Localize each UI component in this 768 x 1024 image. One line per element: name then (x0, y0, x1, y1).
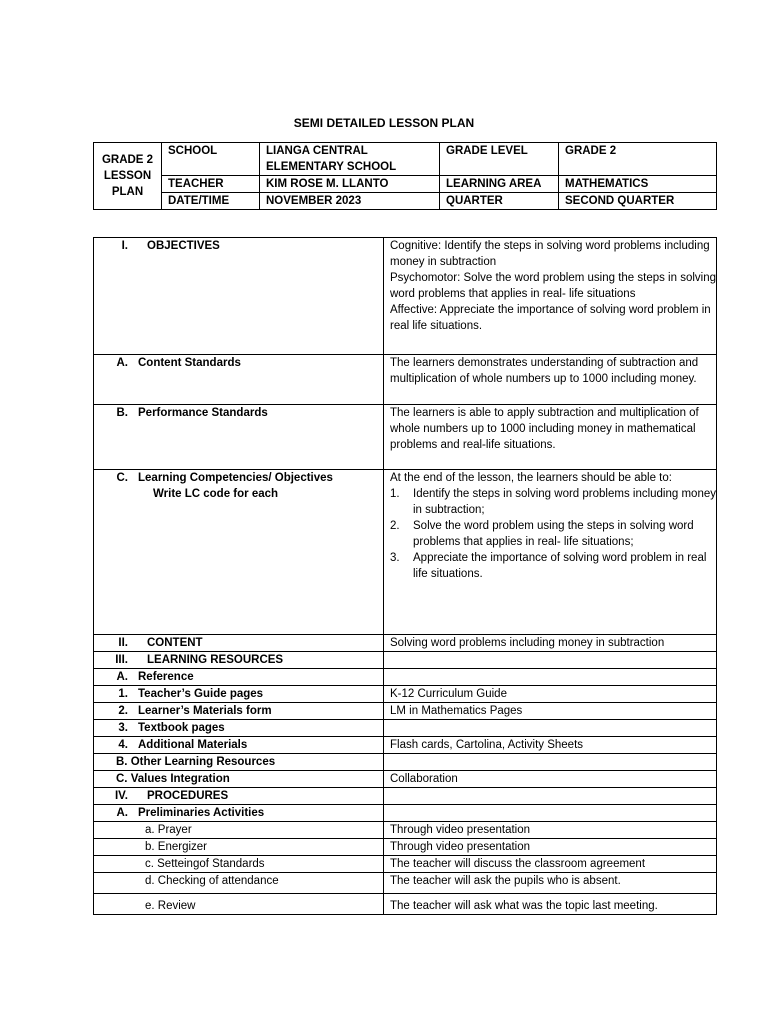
content-label: II. CONTENT (94, 635, 384, 652)
procedure-item-row (94, 856, 717, 873)
performance-standards-value: The learners is able to apply subtraction and multiplication of whole numbers up to 1000 including money in mathematical problems and real-life situations. (384, 405, 717, 470)
values-integration-value: Collaboration (384, 771, 717, 788)
procedure-item-value: Through video presentation (384, 822, 717, 839)
competency-item: 1. Identify the steps in solving word problems including money in subtraction; (390, 488, 716, 516)
preliminaries-row (94, 805, 717, 822)
learning-area-label: LEARNING AREA (440, 176, 559, 193)
competencies-row (94, 470, 717, 635)
learning-area-value: MATHEMATICS (559, 176, 717, 193)
competencies-label: C. Learning Competencies/ Objectives Write LC code for each (94, 470, 384, 635)
procedure-item-value: The teacher will ask the pupils who is absent. (384, 873, 717, 894)
resource-label: 1. Teacher’s Guide pages (94, 686, 384, 703)
content-standards-value: The learners demonstrates understanding of subtraction and multiplication of whole numbers up to 1000 including money. (384, 355, 717, 405)
grade-level-label: GRADE LEVEL (440, 143, 559, 176)
competencies-list (390, 486, 716, 582)
resource-value: LM in Mathematics Pages (384, 703, 717, 720)
performance-standards-label: B. Performance Standards (94, 405, 384, 470)
content-value: Solving word problems including money in subtraction (384, 635, 717, 652)
performance-standards-row (94, 405, 717, 470)
resource-label: 4. Additional Materials (94, 737, 384, 754)
content-row (94, 635, 717, 652)
content-standards-row (94, 355, 717, 405)
preliminaries-label: A. Preliminaries Activities (94, 805, 384, 822)
competency-item: 2. Solve the word problem using the steps in solving word problems that applies in real- life situations; (390, 520, 694, 548)
competency-item: 3. Appreciate the importance of solving word problem in real life situations. (390, 552, 707, 580)
resource-label: 3. Textbook pages (94, 720, 384, 737)
resource-row (94, 686, 717, 703)
document-title: SEMI DETAILED LESSON PLAN (293, 116, 475, 130)
procedure-item-label: b. Energizer (94, 839, 384, 856)
procedure-item-row (94, 894, 717, 915)
procedure-item-value: The teacher will discuss the classroom agreement (384, 856, 717, 873)
procedures-label: IV. PROCEDURES (94, 788, 384, 805)
procedure-item-label: c. Setteingof Standards (94, 856, 384, 873)
school-label: SCHOOL (162, 143, 260, 176)
header-table (93, 142, 717, 210)
teacher-label: TEACHER (162, 176, 260, 193)
learning-resources-value (384, 652, 717, 669)
content-standards-label: A. Content Standards (94, 355, 384, 405)
objectives-row (94, 238, 717, 355)
procedure-item-label: d. Checking of attendance (94, 873, 384, 894)
school-value: LIANGA CENTRAL ELEMENTARY SCHOOL (260, 143, 440, 176)
resource-label: 2. Learner’s Materials form (94, 703, 384, 720)
quarter-value: SECOND QUARTER (559, 193, 717, 210)
learning-resources-label: III. LEARNING RESOURCES (94, 652, 384, 669)
other-resources-label: B. Other Learning Resources (94, 754, 384, 771)
resource-value: K-12 Curriculum Guide (384, 686, 717, 703)
procedures-row (94, 788, 717, 805)
date-label: DATE/TIME (162, 193, 260, 210)
quarter-label: QUARTER (440, 193, 559, 210)
values-integration-label: C. Values Integration (94, 771, 384, 788)
teacher-value: KIM ROSE M. LLANTO (260, 176, 440, 193)
procedure-item-row (94, 873, 717, 894)
learning-resources-row (94, 652, 717, 669)
procedure-item-value: Through video presentation (384, 839, 717, 856)
procedure-item-label: a. Prayer (94, 822, 384, 839)
resource-row (94, 720, 717, 737)
competencies-value: At the end of the lesson, the learners should be able to: 1. Identify the steps in solving word problems including money in subtraction; 2. Solve the word problem using the steps in solving word problems that applies in real- life situations; 3. Appreciate the importance of solving word problem in real life situations. (384, 470, 717, 635)
procedure-item-row (94, 822, 717, 839)
resource-value: Flash cards, Cartolina, Activity Sheets (384, 737, 717, 754)
lesson-plan-table (93, 237, 717, 915)
grade-level-value: GRADE 2 (559, 143, 717, 176)
reference-label: A. Reference (94, 669, 384, 686)
procedure-item-label: e. Review (94, 894, 384, 915)
grade-lesson-plan-label: GRADE 2 LESSON PLAN (94, 143, 162, 210)
values-integration-row (94, 771, 717, 788)
reference-row (94, 669, 717, 686)
objectives-label: I. OBJECTIVES (94, 238, 384, 355)
procedure-item-row (94, 839, 717, 856)
resource-value (384, 720, 717, 737)
resource-row (94, 703, 717, 720)
other-resources-row (94, 754, 717, 771)
date-value: NOVEMBER 2023 (260, 193, 440, 210)
resource-row (94, 737, 717, 754)
objectives-value: Cognitive: Identify the steps in solving word problems including money in subtraction Psychomotor: Solve the word problem using the steps in solving word problems that applies in real- life situations Affective: Appreciate the importance of solving word problem in real life situations. (384, 238, 717, 355)
procedure-item-value: The teacher will ask what was the topic last meeting. (384, 894, 717, 915)
